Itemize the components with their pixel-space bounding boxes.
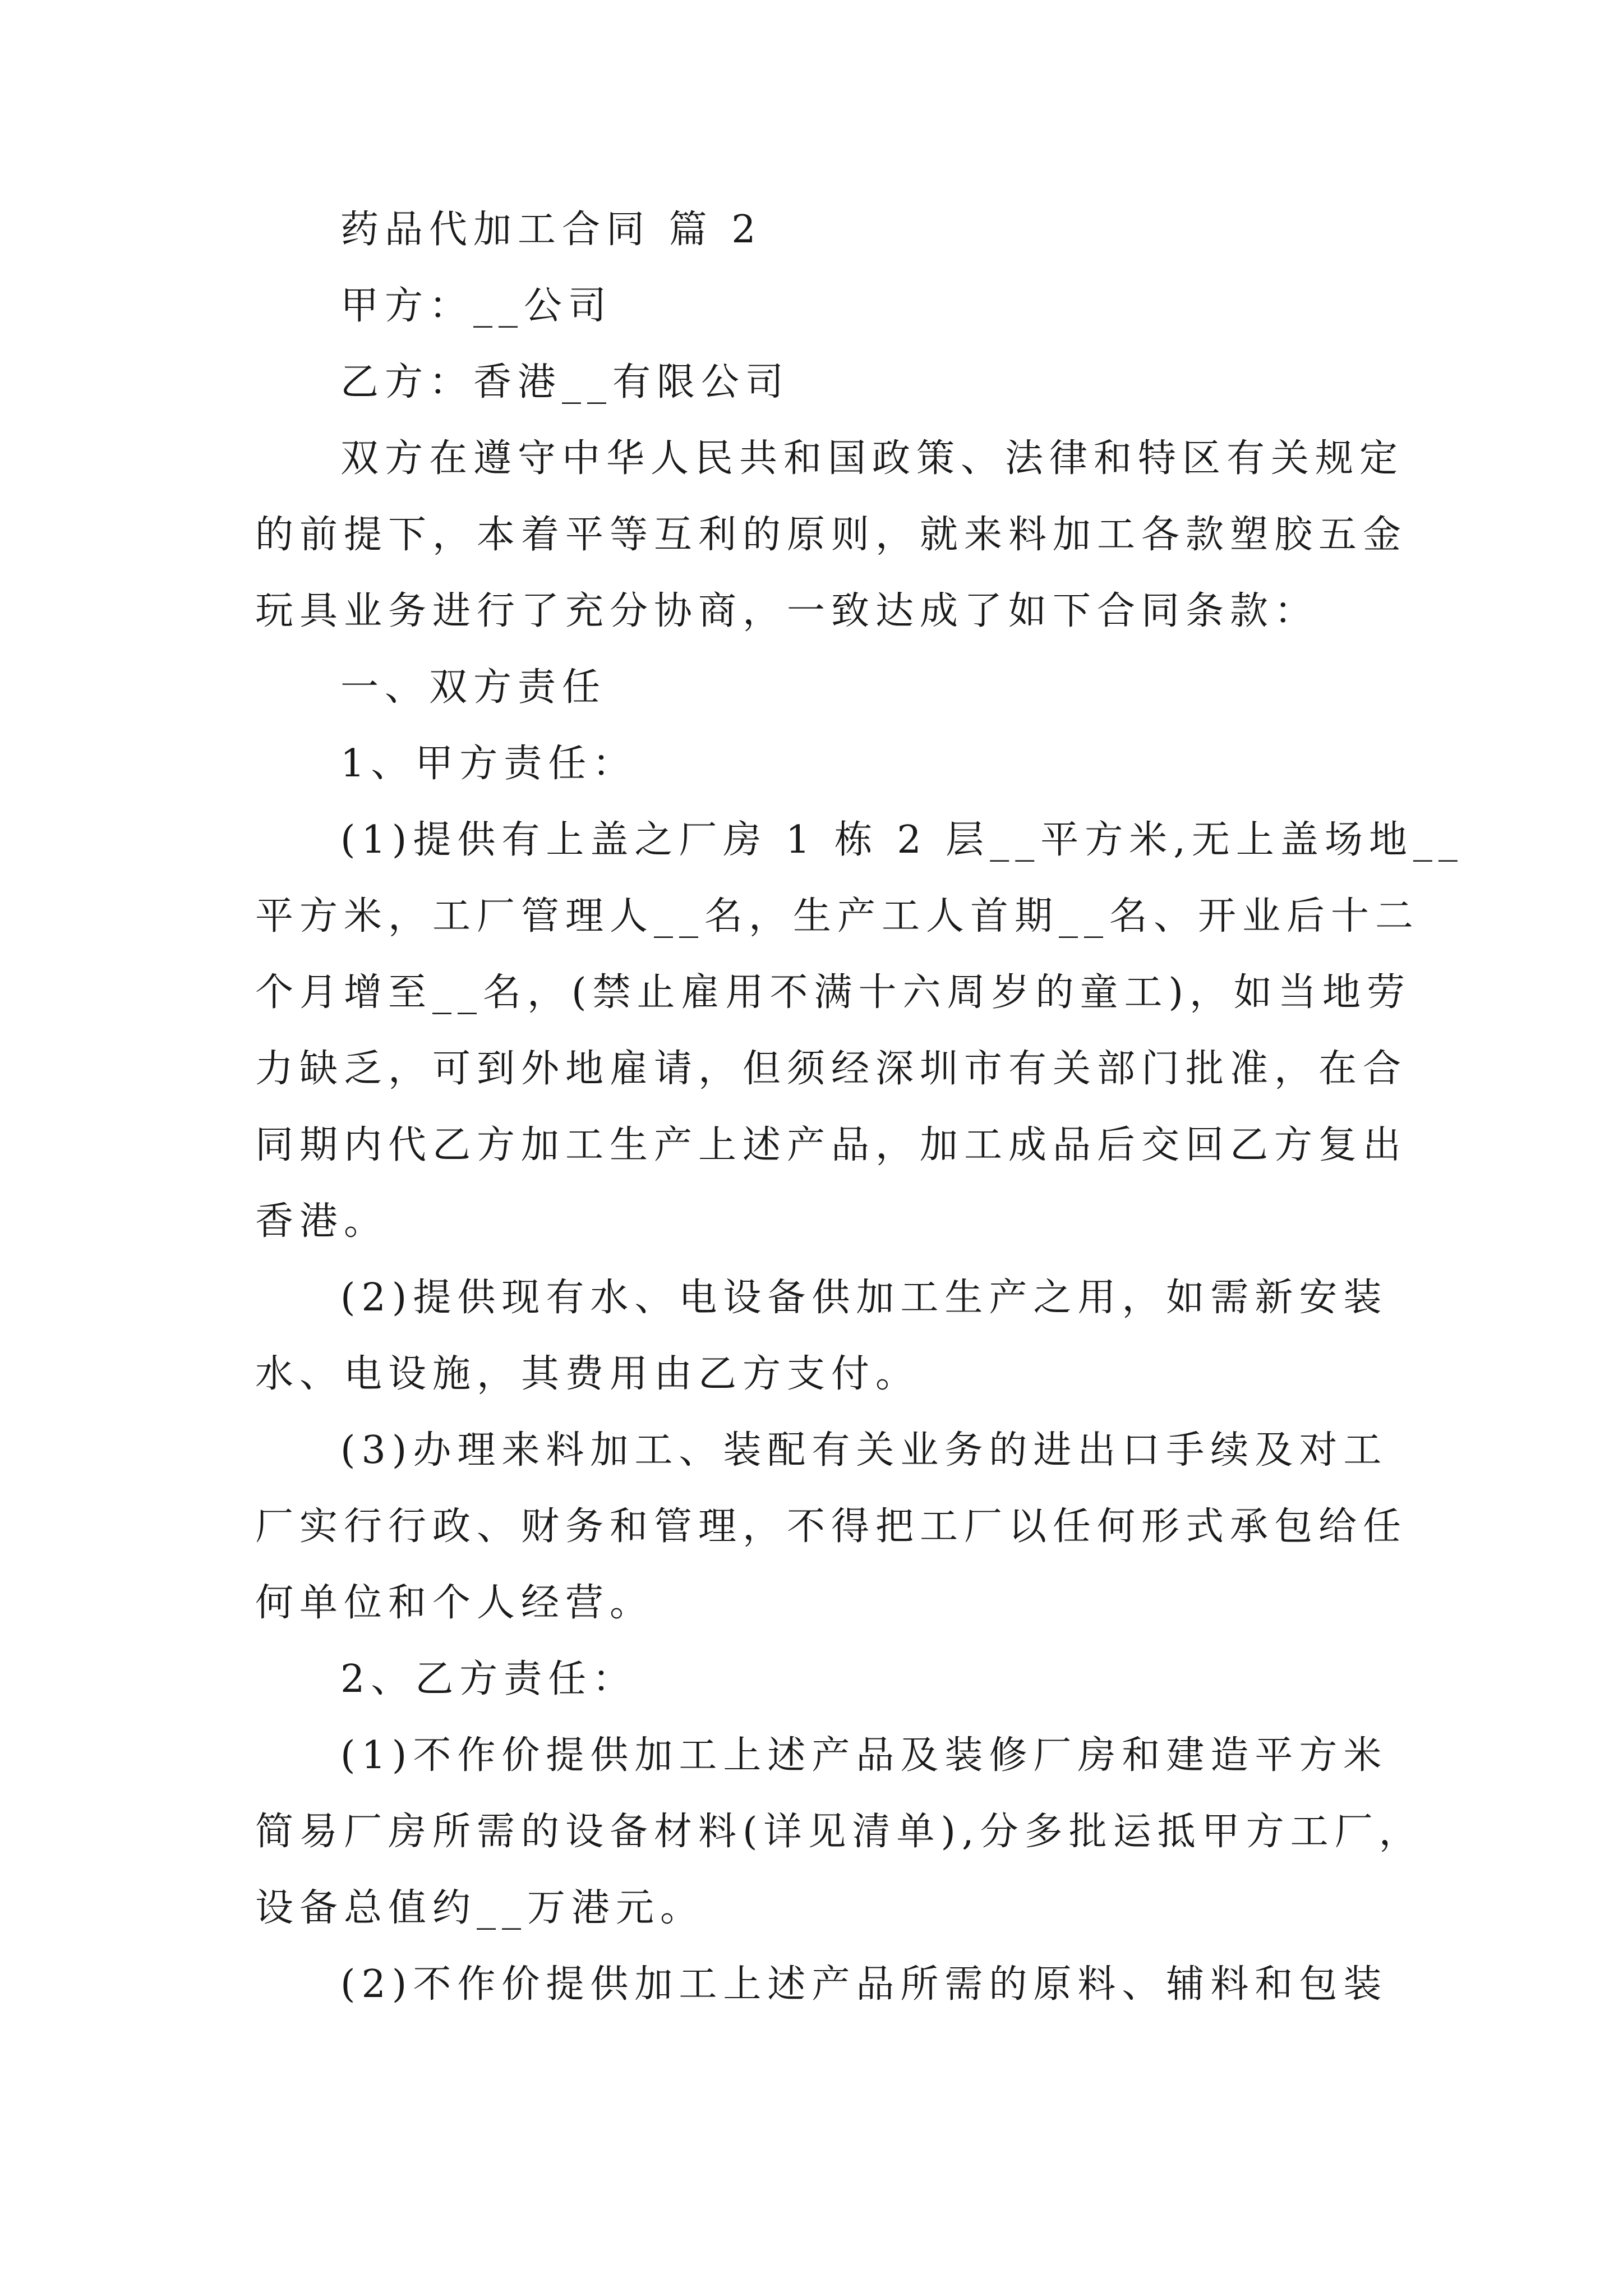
- text-line: 厂实行行政、财务和管理，不得把工厂以任何形式承包给任: [255, 1504, 1408, 1549]
- text-line: 水、电设施，其费用由乙方支付。: [255, 1352, 920, 1396]
- text-line: 的前提下，本着平等互利的原则，就来料加工各款塑胶五金: [255, 513, 1408, 557]
- text-line: 同期内代乙方加工生产上述产品，加工成品后交回乙方复出: [255, 1123, 1408, 1167]
- text-line: 何单位和个人经营。: [255, 1581, 654, 1625]
- text-line: 1、甲方责任：: [340, 742, 637, 786]
- text-line: (1)不作价提供加工上述产品及装修厂房和建造平方米: [340, 1733, 1388, 1778]
- text-line: (2)不作价提供加工上述产品所需的原料、辅料和包装: [340, 1962, 1388, 2007]
- text-line: (2)提供现有水、电设备供加工生产之用，如需新安装: [340, 1276, 1388, 1320]
- text-line: 一、双方责任: [340, 665, 607, 710]
- text-line: 简易厂房所需的设备材料(详见清单),分多批运抵甲方工厂，: [255, 1810, 1423, 1854]
- text-line: 力缺乏，可到外地雇请，但须经深圳市有关部门批准，在合: [255, 1047, 1408, 1091]
- contract-body: [255, 192, 1464, 2023]
- text-line: 平方米，工厂管理人__名，生产工人首期__名、开业后十二: [255, 894, 1420, 938]
- text-line: 玩具业务进行了充分协商，一致达成了如下合同条款：: [255, 589, 1319, 633]
- text-line: (1)提供有上盖之厂房 1 栋 2 层__平方米,无上盖场地__: [340, 818, 1464, 862]
- text-line: 乙方：香港__有限公司: [340, 360, 790, 404]
- text-line: 甲方：__公司: [340, 284, 613, 328]
- text-line: 药品代加工合同 篇 2: [340, 208, 762, 252]
- text-line: 香港。: [255, 1199, 389, 1244]
- text-line: 设备总值约__万港元。: [255, 1886, 705, 1930]
- text-line: 双方在遵守中华人民共和国政策、法律和特区有关规定: [340, 436, 1404, 481]
- text-line: (3)办理来料加工、装配有关业务的进出口手续及对工: [340, 1428, 1388, 1473]
- text-line: 2、乙方责任：: [340, 1657, 637, 1701]
- text-line: 个月增至__名，(禁止雇用不满十六周岁的童工)，如当地劳: [255, 970, 1412, 1015]
